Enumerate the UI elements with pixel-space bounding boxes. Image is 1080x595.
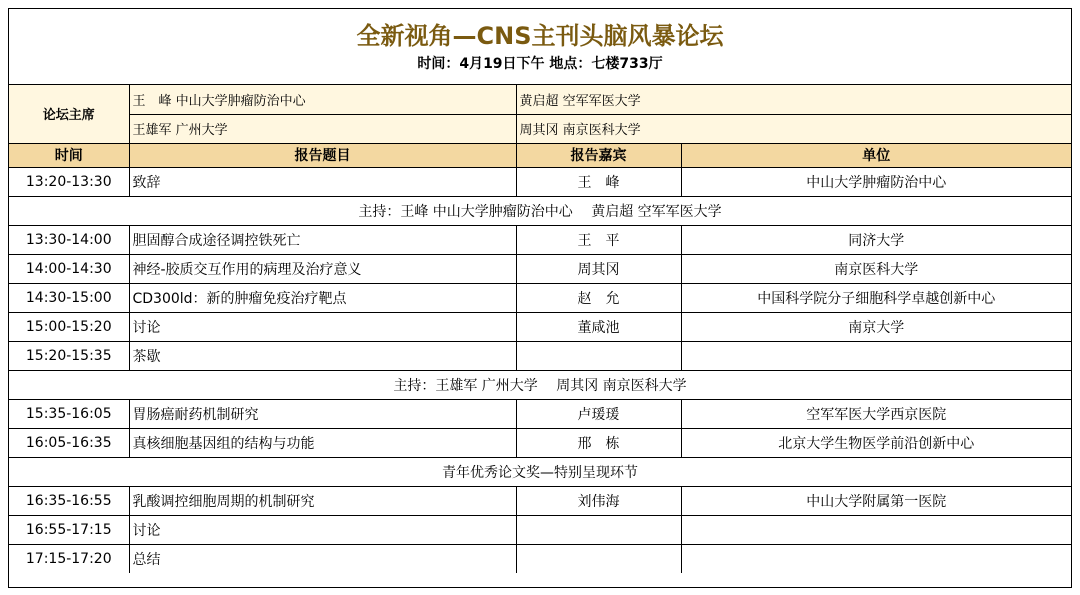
table-row — [9, 167, 1071, 196]
speaker-cell — [516, 341, 681, 370]
unit-cell: 中山大学附属第一医院 — [681, 486, 1071, 515]
program-sheet — [8, 8, 1072, 588]
speaker-cell: 刘伟海 — [516, 486, 681, 515]
speaker-cell: 赵 允 — [516, 283, 681, 312]
page-subtitle: 时间：4月19日下午 地点：七楼733厅 — [417, 55, 663, 72]
topic-cell: 胆固醇合成途径调控铁死亡 — [129, 225, 516, 254]
speaker-cell — [516, 544, 681, 573]
time-cell: 16:35-16:55 — [9, 486, 129, 515]
table-row — [9, 428, 1071, 457]
speaker-cell: 董咸池 — [516, 312, 681, 341]
unit-cell: 空军军医大学西京医院 — [681, 399, 1071, 428]
unit-cell: 同济大学 — [681, 225, 1071, 254]
table-row — [9, 515, 1071, 544]
unit-cell — [681, 515, 1071, 544]
topic-cell: 胃肠癌耐药机制研究 — [129, 399, 516, 428]
chair-cell-2: 黄启超 空军军医大学 — [516, 85, 1071, 114]
topic-cell: 乳酸调控细胞周期的机制研究 — [129, 486, 516, 515]
speaker-cell: 卢瑗瑗 — [516, 399, 681, 428]
header-row — [9, 143, 1071, 167]
table-row — [9, 341, 1071, 370]
session-host-row — [9, 457, 1071, 486]
chair-cell-1: 王 峰 中山大学肿瘤防治中心 — [129, 85, 516, 114]
unit-cell — [681, 341, 1071, 370]
topic-cell: 致辞 — [129, 167, 516, 196]
session-host-cell: 青年优秀论文奖—特别呈现环节 — [9, 457, 1071, 486]
time-cell: 15:00-15:20 — [9, 312, 129, 341]
session-host-row — [9, 370, 1071, 399]
unit-cell — [681, 544, 1071, 573]
page-title: 全新视角—CNS主刊头脑风暴论坛 — [356, 21, 724, 50]
time-cell: 15:20-15:35 — [9, 341, 129, 370]
topic-cell: 真核细胞基因组的结构与功能 — [129, 428, 516, 457]
chair-cell-4: 周其冈 南京医科大学 — [516, 114, 1071, 143]
topic-cell: 神经-胶质交互作用的病理及治疗意义 — [129, 254, 516, 283]
speaker-cell — [516, 515, 681, 544]
time-cell: 14:30-15:00 — [9, 283, 129, 312]
session-host-cell: 主持：王雄军 广州大学 周其冈 南京医科大学 — [9, 370, 1071, 399]
table-row — [9, 486, 1071, 515]
header-time: 时间 — [9, 143, 129, 167]
time-cell: 16:55-17:15 — [9, 515, 129, 544]
table-row — [9, 225, 1071, 254]
time-cell: 13:20-13:30 — [9, 167, 129, 196]
table-row — [9, 544, 1071, 573]
chair-label: 论坛主席 — [9, 85, 129, 143]
session-host-row — [9, 196, 1071, 225]
table-row — [9, 254, 1071, 283]
time-cell: 14:00-14:30 — [9, 254, 129, 283]
table-row — [9, 283, 1071, 312]
unit-cell: 南京大学 — [681, 312, 1071, 341]
time-cell: 17:15-17:20 — [9, 544, 129, 573]
session-host-cell: 主持：王峰 中山大学肿瘤防治中心 黄启超 空军军医大学 — [9, 196, 1071, 225]
schedule-table — [9, 85, 1071, 573]
speaker-cell: 王 峰 — [516, 167, 681, 196]
table-row — [9, 312, 1071, 341]
topic-cell: 讨论 — [129, 515, 516, 544]
topic-cell: CD300ld：新的肿瘤免疫治疗靶点 — [129, 283, 516, 312]
header-topic: 报告题目 — [129, 143, 516, 167]
time-cell: 13:30-14:00 — [9, 225, 129, 254]
header-unit: 单位 — [681, 143, 1071, 167]
unit-cell: 中山大学肿瘤防治中心 — [681, 167, 1071, 196]
unit-cell: 南京医科大学 — [681, 254, 1071, 283]
time-cell: 16:05-16:35 — [9, 428, 129, 457]
chair-row-2 — [9, 114, 1071, 143]
topic-cell: 总结 — [129, 544, 516, 573]
unit-cell: 中国科学院分子细胞科学卓越创新中心 — [681, 283, 1071, 312]
chair-cell-3: 王雄军 广州大学 — [129, 114, 516, 143]
speaker-cell: 王 平 — [516, 225, 681, 254]
chair-row-1 — [9, 85, 1071, 114]
header-speaker: 报告嘉宾 — [516, 143, 681, 167]
speaker-cell: 邢 栋 — [516, 428, 681, 457]
topic-cell: 讨论 — [129, 312, 516, 341]
unit-cell: 北京大学生物医学前沿创新中心 — [681, 428, 1071, 457]
topic-cell: 茶歇 — [129, 341, 516, 370]
time-cell: 15:35-16:05 — [9, 399, 129, 428]
speaker-cell: 周其冈 — [516, 254, 681, 283]
table-row — [9, 399, 1071, 428]
title-block — [9, 9, 1071, 85]
